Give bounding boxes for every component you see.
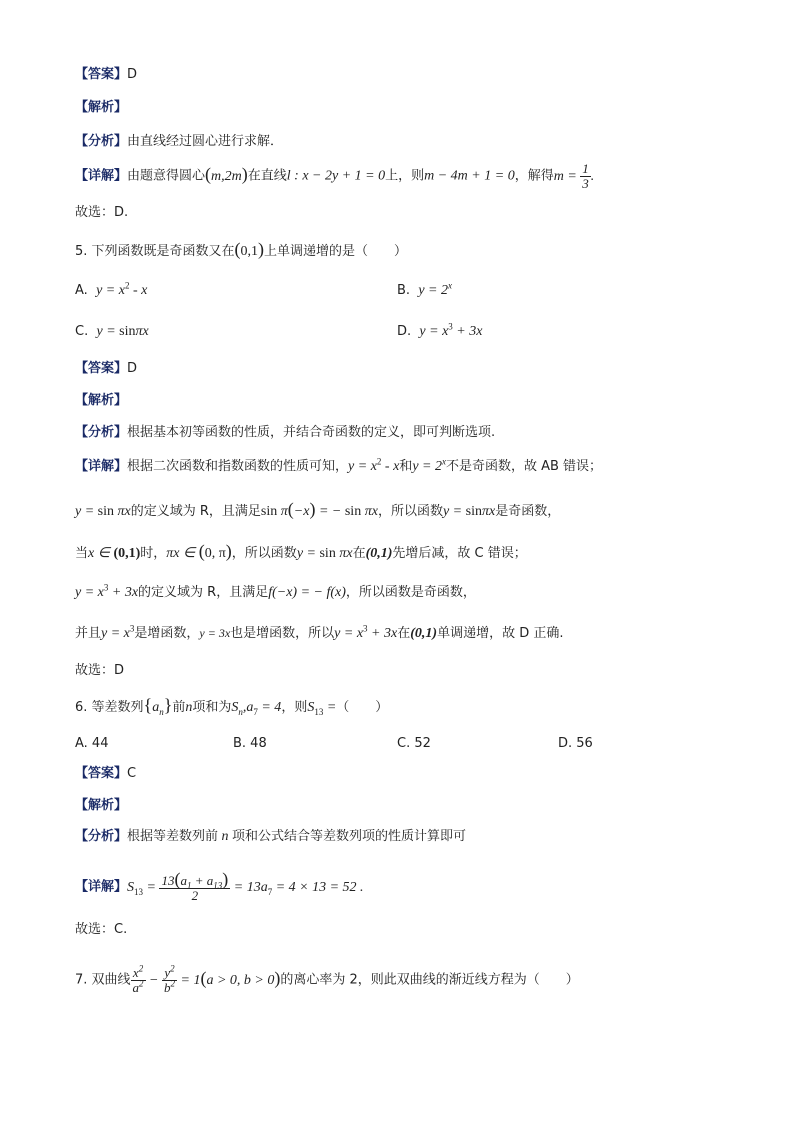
q5-stem: 5. 下列函数既是奇函数又在(0,1)上单调递增的是（ ） <box>75 239 408 259</box>
q5-fenxi-line: 【分析】根据基本初等函数的性质，并结合奇函数的定义，即可判断选项. <box>75 425 496 440</box>
detail-tag: 【详解】 <box>75 168 128 184</box>
analysis-heading: 【解析】 <box>75 100 128 115</box>
q6-analysis-heading: 【解析】 <box>75 798 128 813</box>
line-l-eq: l : x − 2y + 1 = 0 <box>286 168 386 184</box>
q6-option-a: A. 44 <box>75 736 109 751</box>
answer-tag: 【答案】 <box>75 67 128 82</box>
sum-formula: $S_{13}$ = $\frac{13(a_1 + a_{13})}{2}$ = $13a_7 = 4 \times 13 = 52$ . <box>127 869 364 903</box>
fenxi-tag: 【分析】 <box>75 134 128 149</box>
q4-fenxi-line <box>75 133 283 151</box>
m-equation: m − 4m + 1 = 0 <box>424 168 515 184</box>
q4-answer-line <box>75 66 137 84</box>
q6-detail-line: 【详解】$S_{13}$ = $\frac{13(a_1 + a_{13})}{2}$ = $13a_7 = 4 \times 13 = 52$ . <box>75 869 364 903</box>
q5-detail-3: 当x ∈ (0,1)时，πx ∈ (0, π)，所以函数y = sin πx在(0,1)先增后减，故 C 错误； <box>75 541 527 561</box>
q5-option-b: B. $y = 2^x$ <box>397 280 452 298</box>
q4-detail-line: 【详解】由题意得圆心(m,2m)在直线l : x − 2y + 1 = 0上，则m − 4m + 1 = 0，解得m = $\frac{1}{3}$ . <box>75 161 595 191</box>
interval-0-1: (0,1) <box>234 239 265 259</box>
q6-answer-line: 【答案】C <box>75 766 137 781</box>
circle-center: (m,2m) <box>205 163 248 184</box>
q6-choice: 故选：C. <box>75 922 128 937</box>
q4-fenxi: 由直线经过圆心进行求解． <box>127 134 284 149</box>
q5-detail-5: 并且$y = x^3$是增函数，y = 3x也是增函数，所以$y = x^3 + 3x$在(0,1)单调递增，故 D 正确. <box>75 623 564 641</box>
q4-choice: 故选：D. <box>75 205 129 220</box>
q4-analysis-heading <box>75 99 127 117</box>
q4-answer: D <box>127 67 138 82</box>
q6-answer: C <box>127 766 137 781</box>
q5-answer: D <box>127 361 138 376</box>
q5-detail-1: 【详解】根据二次函数和指数函数的性质可知，$y = x^2 - x$和$y = 2^x$不是奇函数，故 AB 错误； <box>75 456 603 474</box>
q5-option-a: A. $y = x^2 - x$ <box>75 280 148 298</box>
q7-stem: 7. 双曲线 $\frac{x^2}{a^2}$ − $\frac{y^2}{b^2}$ = 1(a > 0, b > 0)的离心率为 2，则此双曲线的渐近线方程为（ ） <box>75 963 579 995</box>
q6-option-d: D. 56 <box>558 736 593 751</box>
m-solution: m = $\frac{1}{3}$ . <box>553 161 595 191</box>
q6-stem: 6. 等差数列$\{a_n\}$前n项和为$S_n,a_7 = 4$，则$S_{13}$ =（ ） <box>75 695 389 717</box>
q5-analysis-heading: 【解析】 <box>75 393 128 408</box>
q5-fenxi: 根据基本初等函数的性质，并结合奇函数的定义，即可判断选项. <box>127 425 496 440</box>
q5-answer-line: 【答案】D <box>75 361 138 376</box>
q5-choice: 故选：D <box>75 663 125 678</box>
q5-option-d: D. $y = x^3 + 3x$ <box>397 321 483 339</box>
q5-detail-2: y = sin πx的定义域为 R，且满足sin π(−x) = − sin πx，所以函数y = sinπx是奇函数， <box>75 499 561 519</box>
q6-option-c: C. 52 <box>397 736 431 751</box>
q6-option-b: B. 48 <box>233 736 267 751</box>
q6-fenxi-line: 【分析】根据等差数列前 n 项和公式结合等差数列项的性质计算即可 <box>75 829 467 844</box>
q5-detail-4: $y = x^3 + 3x$的定义域为 R，且满足f(−x) = − f(x)，所以函数是奇函数， <box>75 582 476 600</box>
hyperbola-equation: $\frac{x^2}{a^2}$ − $\frac{y^2}{b^2}$ = 1(a > 0, b > 0) <box>132 963 281 995</box>
q5-option-c: C. y = sinπx <box>75 324 149 339</box>
